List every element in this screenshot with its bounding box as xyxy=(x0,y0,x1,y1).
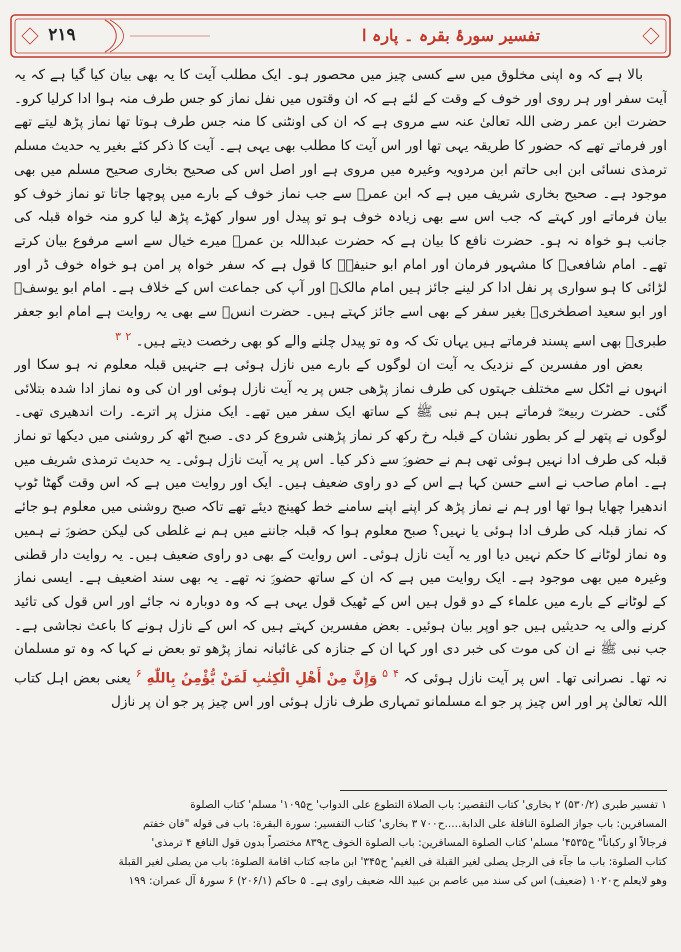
page-number: ۲۱۹ xyxy=(48,25,76,45)
footnote-ref: ۳ xyxy=(115,329,121,343)
footnote-ref: ۴ xyxy=(392,667,399,681)
footnote-ref: ۲ xyxy=(125,329,132,343)
footnote-ref: ۶ xyxy=(135,667,142,681)
quran-verse: وَإِنَّ مِنْ أَهْلِ الْكِتٰبِ لَمَنْ يُّؤْمِنُ بِاللّٰهِ xyxy=(146,670,378,687)
footnote-separator xyxy=(340,790,667,791)
paragraph-text: بالا ہے کہ وہ اپنی مخلوق میں سے کسی چیز میں محصور ہو۔ ایک مطلب آیت کا یہ بھی بیان کیا گیا ہے کہ یہ آیت سفر اور ہر روی اور خوف کے وقت کے لئے ہے کہ ان وقتوں میں نفل نماز کو جس طرف منہ ہوا ادا کرلیا کرو۔ حضرت ابن عمر رضی اللہ تعالیٰ عنہ سے مروی ہے کہ ان کی اونٹنی کا منہ جس طرف ہوتا تھا نماز پڑھ لیتے تھے اور فرماتے تھے کہ حضور کا طریقہ یہی تھا اور اس آیت کا مطلب بھی یہی ہے۔ آیت کا ذکر کئے بغیر یہ حدیث مسلم ترمذی نسائی ابن ابی حاتم ابن مردویہ وغیرہ میں مروی ہے اور اصل اس کی صحیح بخاری صحیح مسلم میں بھی موجود ہے۔ صحیح بخاری شریف میں ہے کہ ابن عمرؓ سے جب نماز خوف کے بارے میں پوچھا جاتا تو نماز خوف کو بیان فرماتے اور کہتے کہ جب اس سے بھی زیادہ خوف ہو تو پیدل اور سوار کھڑے پڑھ لیا کرو منہ خواہ قبلہ کی جانب ہو خواہ نہ ہو۔ حضرت نافع کا بیان ہے کہ حضرت عبداللہ بن عمرؓ میرے خیال سے اسے مرفوع بیان کرتے تھے۔ امام شافعیؒ کا مشہور فرمان اور امام ابو حنیفہؒ کا قول ہے کہ سفر خواہ پر امن ہو خواہ خوف ڈر اور لڑائی کا ہو سواری پر نفل ادا کر لینے جائز ہیں امام مالکؒ اور آپ کی جماعت اس کے خلاف ہے۔ امام ابو یوسفؒ اور ابو سعید اصطخریؒ بغیر سفر کے بھی اسے جائز کہتے ہیں۔ حضرت انسؓ سے بھی یہ روایت ہے امام ابو جعفر طبریؒ بھی اسے پسند فرماتے ہیں یہاں تک کہ وہ تو پیدل چلنے والے کو بھی رخصت دیتے ہیں۔ xyxy=(14,67,667,350)
footnote-ref: ۵ xyxy=(382,667,389,681)
footnote-line: وهو لايعلم ح۱۰۲۰ (ضعيف) اس کی سند میں عاصم بن عبید اللہ ضعیف راوی ہے۔ ۵ حاکم (۲۰۶/۱) ۶ سورۂ آل عمران: ۱۹۹ xyxy=(128,875,667,887)
paragraph xyxy=(14,64,667,354)
footnote-line: كتاب الصلوة: باب ما جآء فی الرجل يصلی لغير القبلة فی الغيم' ح۳۴۵' ابن ماجه كتاب اقامة الصلوة: باب من يصلی لغير القبلة xyxy=(118,856,667,868)
paragraph xyxy=(14,354,667,715)
paragraph-text: یعنی بعض اہل کتاب اللہ تعالیٰ پر اور اس چیز پر جو اے مسلمانو تمہاری طرف نازل ہوئی اور اس چیز پر جو ان پر نازل xyxy=(14,670,667,711)
paragraph-text: بعض اور مفسرین کے نزدیک یہ آیت ان لوگوں کے بارے میں نازل ہوئی ہے جنہیں قبلہ معلوم نہ ہو سکا اور انہوں نے اٹکل سے مختلف جہتوں کی طرف نماز پڑھی جس پر یہ آیت نازل ہوئی اور ان کی وہ نماز ادا شدہ بتلائی گئی۔ حضرت ربیعہؓ فرماتے ہیں ہم نبی ﷺ کے ساتھ ایک سفر میں تھے۔ ایک منزل پر اترے۔ رات اندھیری تھی۔ لوگوں نے پتھر لے کر بطور نشان کے قبلہ رخ رکھ کر نماز پڑھنی شروع کر دی۔ صبح اٹھ کر روشنی میں دیکھا تو نماز قبلہ کی طرف ادا نہیں ہوئی تھی ہم نے حضورؐ سے ذکر کیا۔ اس پر یہ آیت نازل ہوئی۔ یہ حدیث ترمذی شریف میں ہے۔ امام صاحب نے اسے حسن کہا ہے اس کے دو راوی ضعیف ہیں۔ ایک اور روایت میں ہے کہ اس وقت گھٹا ٹوپ اندھیرا چھایا ہوا تھا اور ہم نے نماز پڑھ کر اپنے اپنے سامنے خط کھینچ دیئے تھے تاکہ صبح روشنی میں معلوم ہو جائے کہ نماز قبلہ کی طرف ادا ہوئی یا نہیں؟ صبح معلوم ہوا کہ قبلہ جاننے میں ہم نے غلطی کی لیکن حضورؐ نے ہمیں وہ نماز لوٹانے کا حکم نہیں دیا اور یہ آیت نازل ہوئی۔ اس روایت کے بھی دو راوی ضعیف ہیں۔ یہ روایت دار قطنی وغیرہ میں بھی موجود ہے۔ ایک روایت میں ہے کہ ان کے ساتھ حضورؐ نہ تھے۔ یہ بھی سند اضعیف ہے۔ ایسی نماز کے لوٹانے کے بارے میں علماء کے دو قول ہیں اس کے ٹھیک قول یہی ہے کہ وہ دوبارہ نہ جائے اور اس قول کی تائید کرنے والی یہ حدیثیں ہیں جو اوپر بیان ہوئیں۔ بعض مفسرین کہتے ہیں کہ اس کے نازل ہونے کا باعث نجاشی ہے۔ جب نبی ﷺ نے ان کی موت کی خبر دی اور کہا ان کے جنازہ کی غائبانہ نماز پڑھو تو بعض نے کہا کہ وہ تو مسلمان نہ تھا۔ نصرانی تھا۔ اس پر آیت نازل ہوئی کہ xyxy=(14,356,667,687)
running-title: تفسیر سورۂ بقرہ ۔ پارہ ا xyxy=(361,26,541,45)
footnotes xyxy=(14,796,667,946)
footnote-line: المسافرين: باب جواز الصلوة النافلة على الدابة.....ح۷۰۰ ۳ بخاری' كتاب التفسير: سورة البقرة: باب فی قوله "فان خفتم xyxy=(143,818,667,830)
page-header xyxy=(10,14,671,58)
footnote-line: ۱ تفسیر طبری (۵۳۰/۲) ۲ بخاری' كتاب التقصير: باب الصلاة التطوع على الدواب' ح۱۰۹۵' مسلم' كتاب الصلوة xyxy=(190,799,667,811)
footnote-line: فرجالاً او ركباناً" ح۴۵۳۵' مسلم' كتاب الصلوة المسافرين: باب الصلوة الخوف ح۸۳۹ مختصراً بدون قول النافع ۴ ترمذی' xyxy=(151,837,667,849)
main-text xyxy=(14,64,667,784)
